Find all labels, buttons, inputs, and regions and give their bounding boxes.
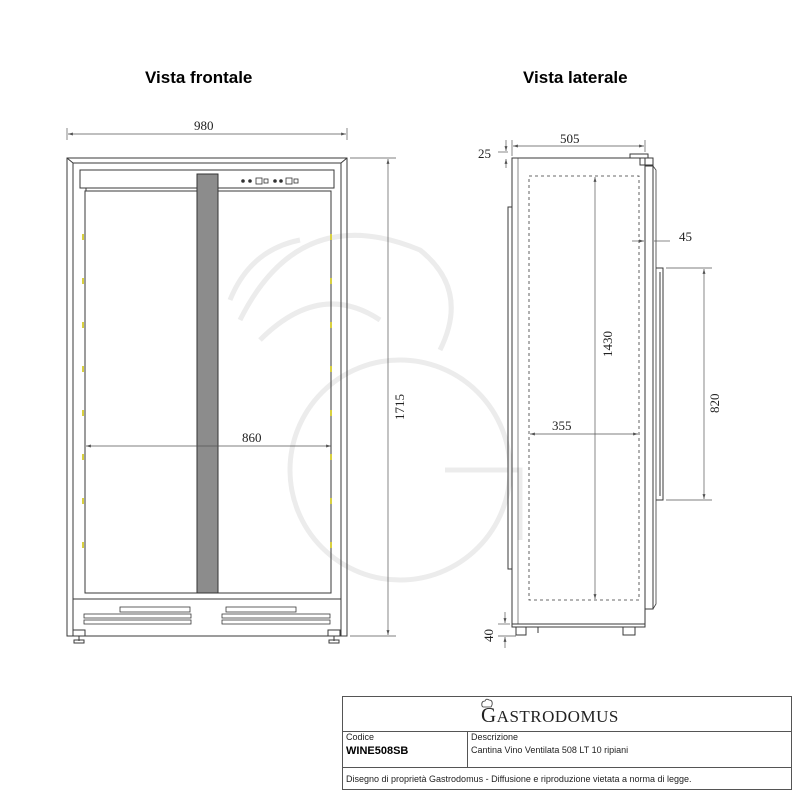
dim-side-depth: 505 [560,131,580,146]
title-block-brand-row [343,697,791,732]
front-view [67,158,347,643]
side-door [645,166,653,609]
copyright-footer: Disegno di proprietà Gastrodomus - Diffusione e riproduzione vietata a norma di legge. [346,774,692,784]
dim-side-handle-offset: 45 [679,229,692,244]
dim-side-handle-height: 820 [707,393,722,413]
dim-side-inner-depth: 355 [552,418,572,433]
title-block-info-row [343,731,791,768]
front-foot-left [73,630,85,636]
side-foot-front [623,627,635,635]
front-bottom-plinth [73,599,341,636]
dim-front-inner-width: 860 [242,430,262,445]
description-value: Cantina Vino Ventilata 508 LT 10 ripiani [471,745,629,755]
dim-side-inner-height: 1430 [600,331,615,357]
watermark-logo [230,235,520,580]
side-view [508,154,663,635]
front-center-divider [197,174,218,593]
side-view-title: Vista laterale [523,68,628,87]
front-view-title: Vista frontale [145,68,253,87]
title-block [342,696,792,790]
side-body [512,158,645,624]
side-dimensions [498,140,712,648]
side-top-hinge [630,154,648,158]
dim-side-feet-height: 40 [481,629,496,642]
front-left-door [85,191,197,593]
side-foot-rear [516,627,526,635]
code-cell [343,731,468,767]
brand-logo-rest: ASTRODOMUS [496,707,619,726]
front-foot-right [328,630,340,636]
brand-logo-initial: G [481,703,497,727]
side-inner-cavity [529,176,639,600]
control-panel-icons [242,178,298,184]
side-back-rail [508,207,512,569]
brand-logo [481,703,619,728]
front-vent-grill [84,607,330,624]
side-handle [656,268,663,500]
dim-front-height: 1715 [392,394,407,420]
dim-front-width: 980 [194,118,214,133]
description-label: Descrizione [471,732,519,742]
dim-side-top-gap: 25 [478,146,491,161]
code-label: Codice [346,732,375,742]
code-value: WINE508SB [346,745,409,757]
